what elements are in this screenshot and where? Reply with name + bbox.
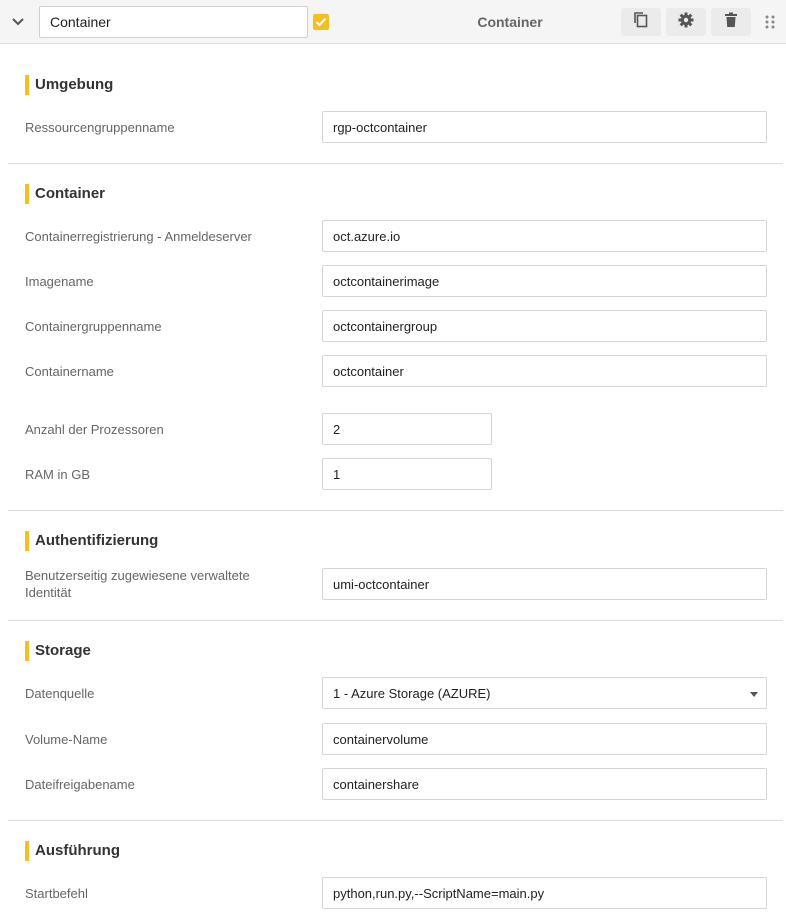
identity-label: Benutzerseitig zugewiesene verwaltete Identität — [25, 568, 250, 600]
image-name-label: Imagename — [25, 274, 94, 289]
ram-label: RAM in GB — [25, 467, 91, 482]
section-title-auth: Authentifizierung — [25, 531, 158, 551]
volume-name-label: Volume-Name — [25, 732, 108, 747]
datasource-label: Datenquelle — [25, 686, 95, 701]
identity-input[interactable] — [322, 568, 767, 600]
section-title-container: Container — [25, 184, 105, 204]
container-group-input[interactable] — [322, 310, 767, 342]
start-command-input[interactable] — [322, 877, 767, 909]
dropdown-caret-icon — [750, 692, 758, 697]
copy-icon — [632, 11, 650, 34]
divider — [8, 620, 783, 621]
gear-icon — [677, 11, 695, 34]
section-title-storage: Storage — [25, 641, 91, 661]
registry-input[interactable] — [322, 220, 767, 252]
divider — [8, 820, 783, 821]
resource-group-input[interactable] — [322, 111, 767, 143]
datasource-selected-value: 1 - Azure Storage (AZURE) — [333, 685, 491, 701]
delete-button[interactable] — [711, 8, 751, 36]
trash-icon — [722, 11, 740, 34]
block-header — [0, 0, 786, 44]
volume-name-input[interactable] — [322, 723, 767, 755]
cpu-count-input[interactable] — [322, 413, 492, 445]
datasource-select[interactable] — [322, 677, 767, 709]
settings-button[interactable] — [666, 8, 706, 36]
ram-input[interactable] — [322, 458, 492, 490]
container-group-label: Containergruppenname — [25, 319, 162, 334]
chevron-down-icon[interactable] — [8, 12, 28, 32]
resource-group-label: Ressourcengruppenname — [25, 120, 175, 135]
block-title: Container — [477, 14, 543, 30]
block-name-input[interactable] — [39, 6, 308, 38]
divider — [8, 510, 783, 511]
cpu-count-label: Anzahl der Prozessoren — [25, 422, 164, 437]
drag-handle-icon[interactable] — [764, 14, 776, 30]
start-command-label: Startbefehl — [25, 886, 88, 901]
image-name-input[interactable] — [322, 265, 767, 297]
copy-button[interactable] — [621, 8, 661, 36]
container-name-input[interactable] — [322, 355, 767, 387]
enabled-checkbox[interactable] — [313, 14, 329, 30]
file-share-input[interactable] — [322, 768, 767, 800]
file-share-label: Dateifreigabename — [25, 777, 135, 792]
section-title-execution: Ausführung — [25, 841, 120, 861]
container-name-label: Containername — [25, 364, 114, 379]
section-title-umgebung: Umgebung — [25, 75, 113, 95]
divider — [8, 163, 783, 164]
registry-label: Containerregistrierung - Anmeldeserver — [25, 229, 252, 244]
